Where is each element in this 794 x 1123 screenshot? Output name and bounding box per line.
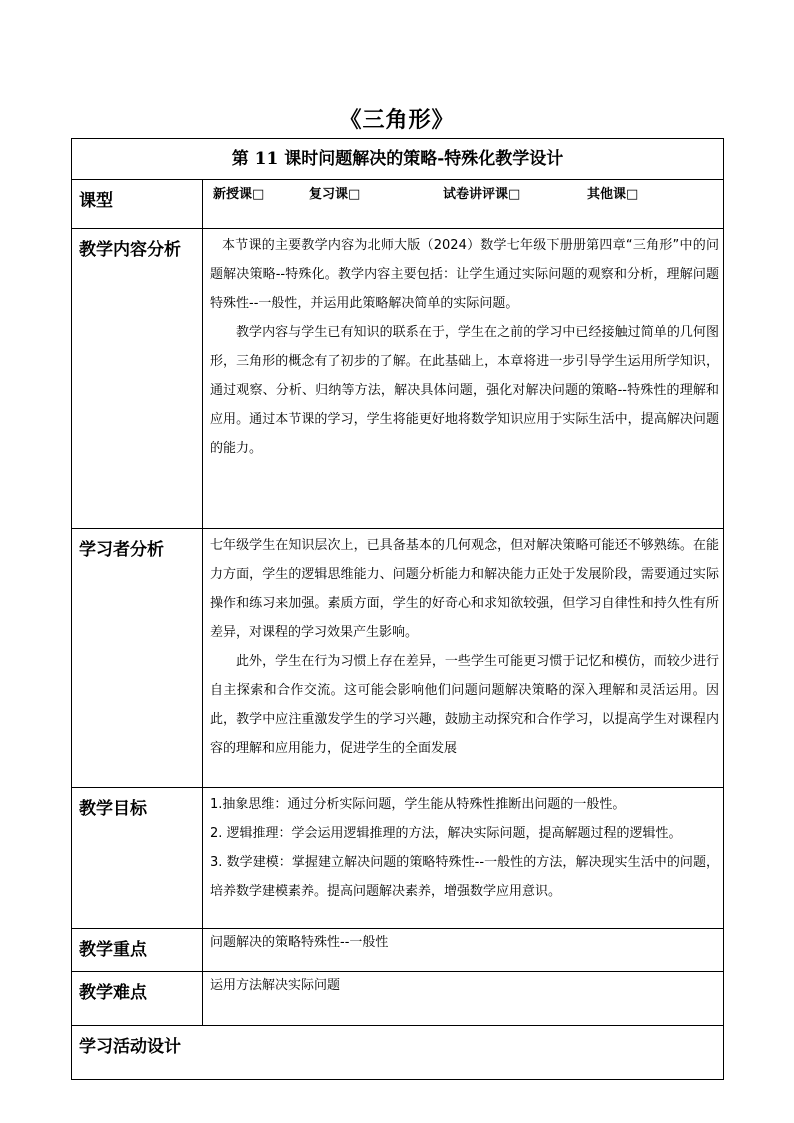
content-analysis-paragraph: 教学内容与学生已有知识的联系在于，学生在之前的学习中已经接触过简单的几何图形，三角形的概念有了初步的了解。在此基础上，本章将进一步引导学生运用所学知识，通过观察、分析、归纳等方法，解决具体问题，强化对解决问题的策略--特殊性的理解和应用。通过本节课的学习，学生将能更好地将数学知识应用于实际生活中，提高解决问题的能力。: [210, 325, 719, 456]
option-exam-review-lesson[interactable]: 试卷讲评课□: [443, 187, 521, 202]
lesson-title-row: [72, 139, 724, 180]
learner-analysis-text: [203, 529, 724, 788]
lesson-plan-table: [71, 138, 724, 1080]
content-analysis-paragraph: 本节课的主要教学内容为北师大版（2024）数学七年级下册册第四章“三角形”中的问题解决策略--特殊化。教学内容主要包括：让学生通过实际问题的观察和分析，理解问题特殊性--一般性，并运用此策略解决简单的实际问题。: [210, 238, 719, 311]
lesson-type-label: 课型: [72, 180, 203, 229]
option-other-lesson[interactable]: 其他课□: [587, 187, 639, 202]
lesson-type-options: [203, 180, 724, 229]
content-analysis-row: [72, 229, 724, 529]
content-analysis-label: 教学内容分析: [72, 229, 203, 529]
activity-design-label: 学习活动设计: [72, 1026, 724, 1080]
difficulties-label: 教学难点: [72, 972, 203, 1026]
teaching-goal-item: 3. 数学建模：掌握建立解决问题的策略特殊性--一般性的方法，解决现实生活中的问题，培养数学建模素养。提高问题解决素养，增强数学应用意识。: [210, 855, 719, 899]
activity-design-row: [72, 1026, 724, 1080]
learner-analysis-paragraph: 七年级学生在知识层次上，已具备基本的几何观念，但对解决策略可能还不够熟练。在能力方面，学生的逻辑思维能力、问题分析能力和解决能力正处于发展阶段，需要通过实际操作和练习来加强。素质方面，学生的好奇心和求知欲较强，但学习自律性和持久性有所差异，对课程的学习效果产生影响。: [210, 538, 719, 640]
difficulties-row: [72, 972, 724, 1026]
option-new-lesson[interactable]: 新授课□: [213, 187, 265, 202]
lesson-type-row: [72, 180, 724, 229]
difficulties-text: 运用方法解决实际问题: [203, 972, 724, 1026]
key-points-label: 教学重点: [72, 929, 203, 972]
key-points-text: 问题解决的策略特殊性--一般性: [203, 929, 724, 972]
learner-analysis-label: 学习者分析: [72, 529, 203, 788]
teaching-goal-item: 1.抽象思维：通过分析实际问题，学生能从特殊性推断出问题的一般性。: [210, 797, 626, 812]
content-analysis-text: [203, 229, 724, 529]
key-points-row: [72, 929, 724, 972]
teaching-goals-list: [203, 788, 724, 929]
teaching-goals-row: [72, 788, 724, 929]
lesson-title: 第 11 课时问题解决的策略-特殊化教学设计: [72, 139, 724, 180]
option-review-lesson[interactable]: 复习课□: [309, 187, 361, 202]
teaching-goals-label: 教学目标: [72, 788, 203, 929]
learner-analysis-paragraph: 此外，学生在行为习惯上存在差异，一些学生可能更习惯于记忆和模仿，而较少进行自主探索和合作交流。这可能会影响他们问题问题解决策略的深入理解和灵活运用。因此，教学中应注重激发学生的学习兴趣，鼓励主动探究和合作学习，以提高学生对课程内容的理解和应用能力，促进学生的全面发展: [210, 654, 719, 756]
learner-analysis-row: [72, 529, 724, 788]
document-title: 《三角形》: [339, 107, 455, 133]
teaching-goal-item: 2. 逻辑推理：学会运用逻辑推理的方法，解决实际问题，提高解题过程的逻辑性。: [210, 826, 682, 841]
